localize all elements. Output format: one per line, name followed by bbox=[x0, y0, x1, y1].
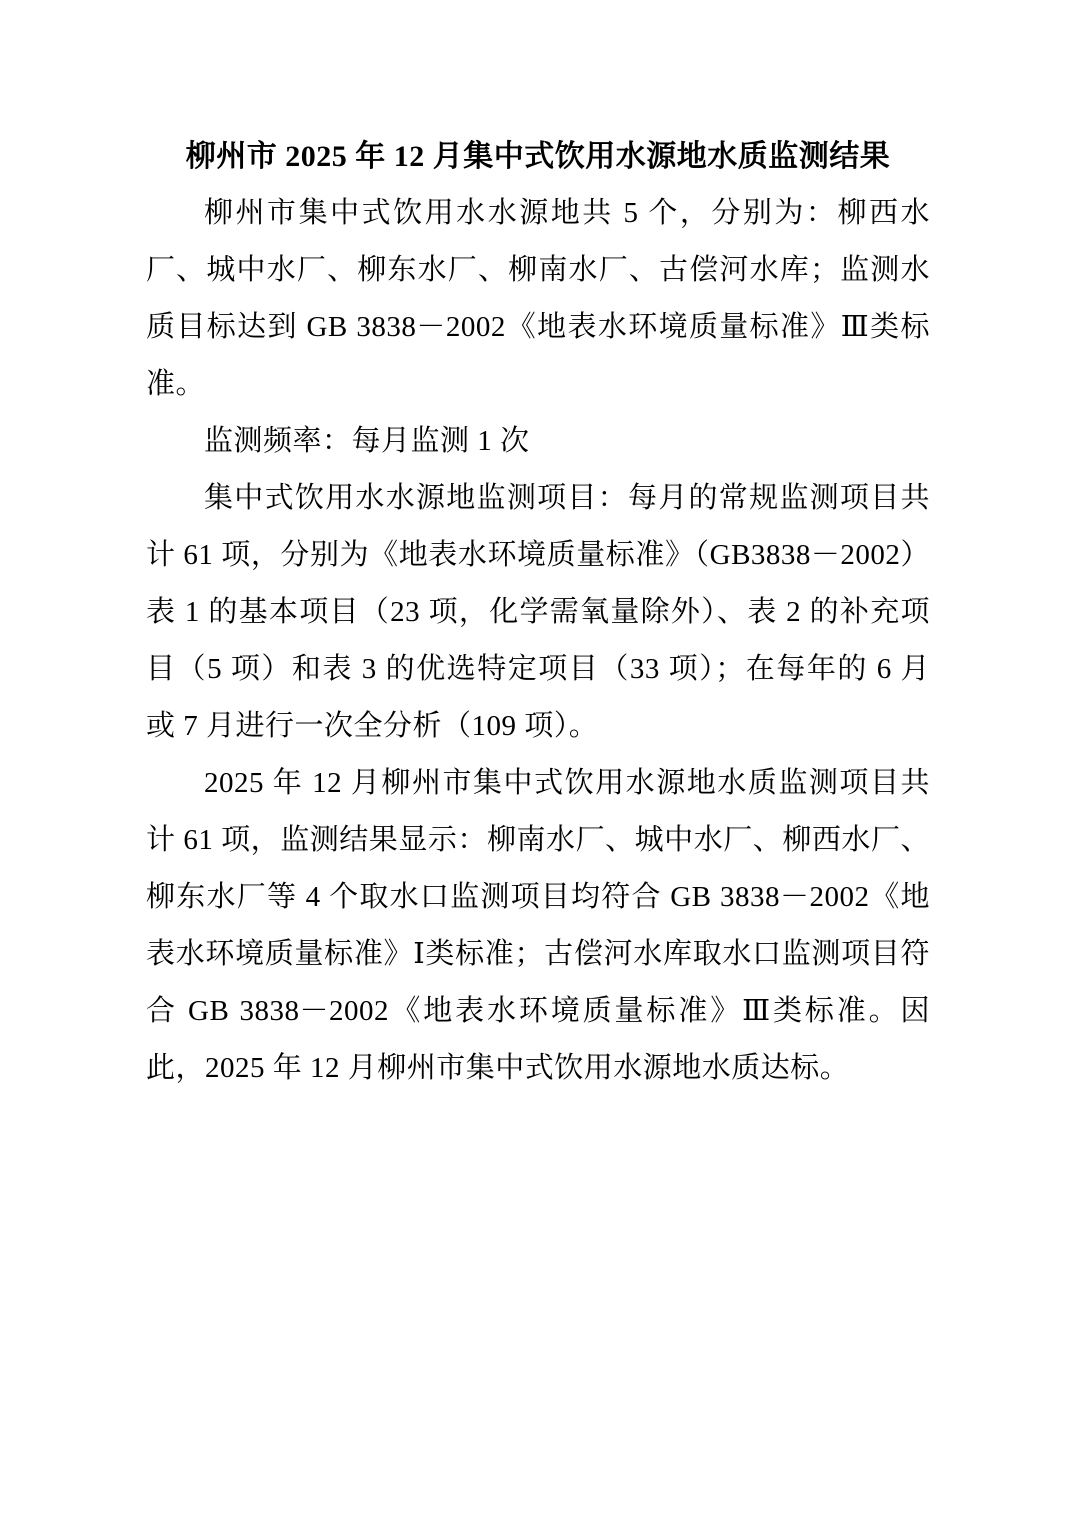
document-title: 柳州市 2025 年 12 月集中式饮用水源地水质监测结果 bbox=[185, 140, 891, 173]
paragraph-monitoring-items: 集中式饮用水水源地监测项目：每月的常规监测项目共计 61 项，分别为《地表水环境质量标准》（GB3838－2002）表 1 的基本项目（23 项，化学需氧量除外）、表 2 的补充项目（5 项）和表 3 的优选特定项目（33 项）；在每年的 6 月或 7 月进行一次全分析（109 项）。 bbox=[146, 482, 930, 742]
document-content bbox=[146, 128, 930, 1097]
paragraph-water-sources-overview: 柳州市集中式饮用水水源地共 5 个，分别为：柳西水厂、城中水厂、柳东水厂、柳南水厂、古偿河水库；监测水质目标达到 GB 3838－2002《地表水环境质量标准》Ⅲ类标准。 bbox=[146, 197, 930, 400]
paragraph-monitoring-results: 2025 年 12 月柳州市集中式饮用水源地水质监测项目共计 61 项，监测结果显示：柳南水厂、城中水厂、柳西水厂、柳东水厂等 4 个取水口监测项目均符合 GB 3838－2002《地表水环境质量标准》Ⅰ类标准；古偿河水库取水口监测项目符合 GB 3838－2002《地表水环境质量标准》Ⅲ类标准。因此，2025 年 12 月柳州市集中式饮用水源地水质达标。 bbox=[146, 767, 930, 1084]
paragraph-monitoring-frequency: 监测频率：每月监测 1 次 bbox=[204, 425, 530, 457]
